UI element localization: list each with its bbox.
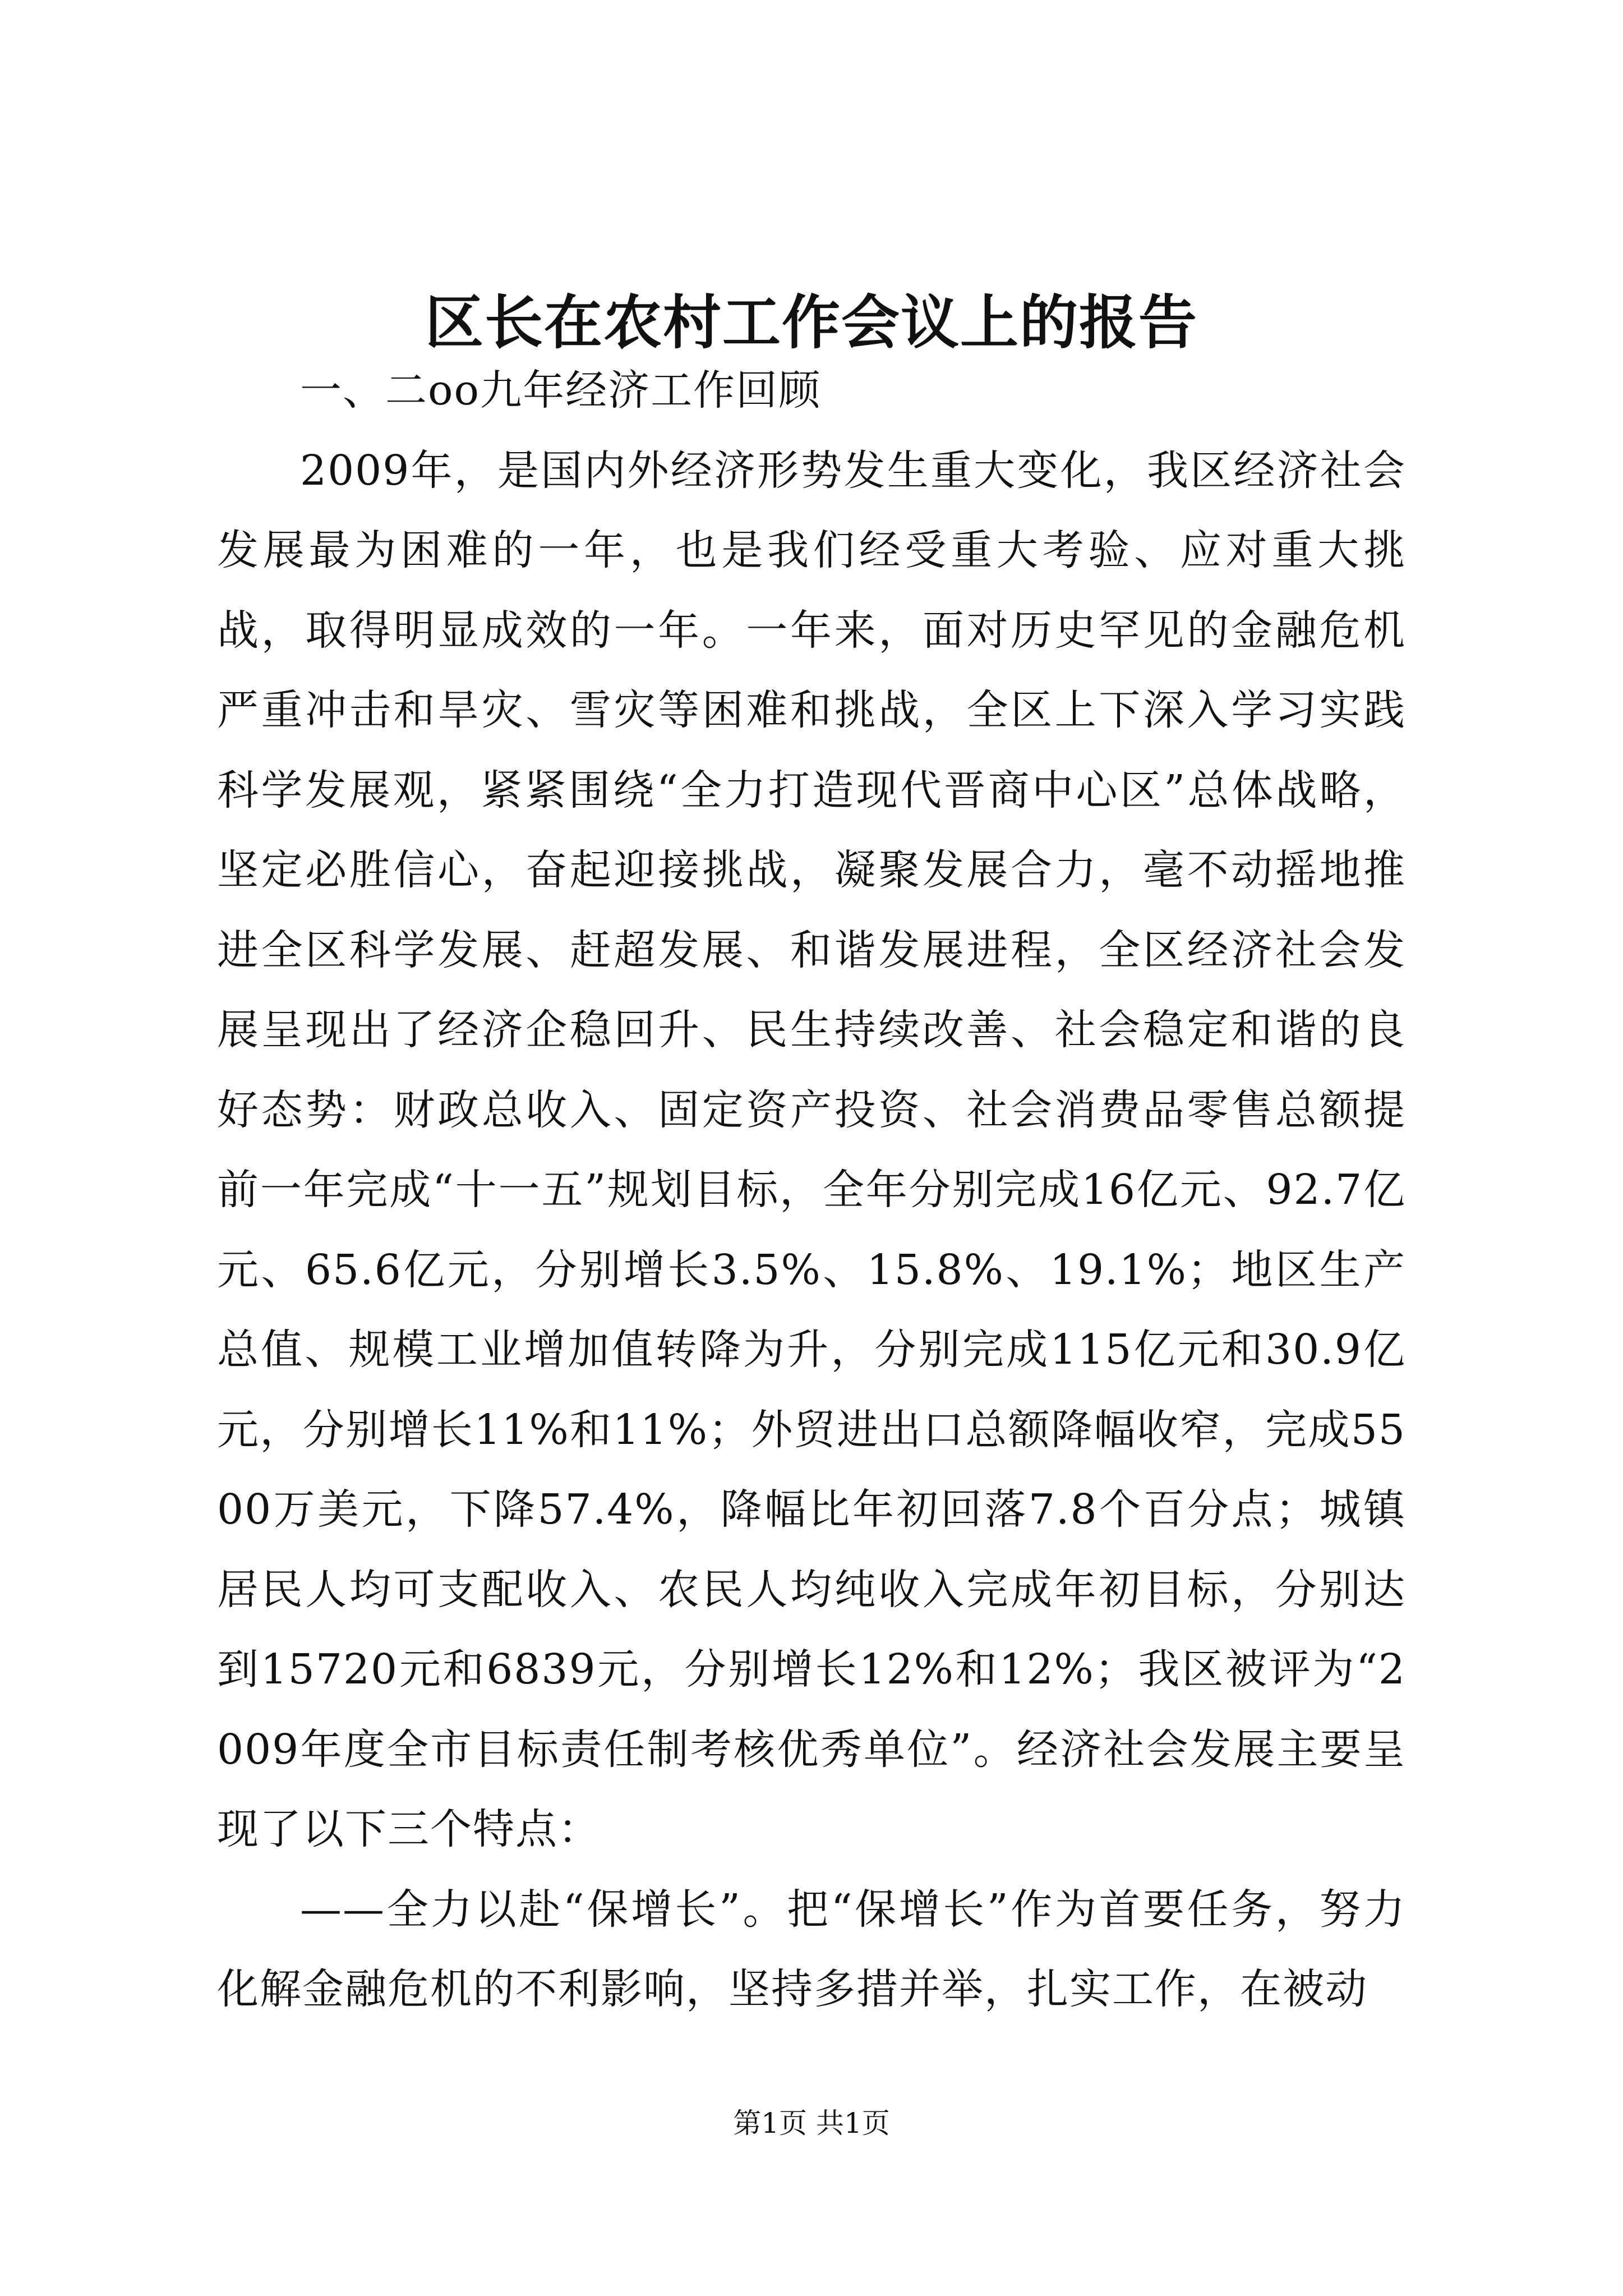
- document-title: 区长在农村工作会议上的报告: [425, 288, 1198, 357]
- page-footer: 第1页 共1页: [733, 2107, 890, 2139]
- paragraph-2: ——全力以赴“保增长”。把“保增长”作为首要任务，努力化解金融危机的不利影响，坚持多措并举，扎实工作，在被动: [217, 1885, 1406, 2013]
- document-body: [217, 351, 1406, 2030]
- paragraph-1: 2009年，是国内外经济形势发生重大变化，我区经济社会发展最为困难的一年，也是我们经受重大考验、应对重大挑战，取得明显成效的一年。一年来，面对历史罕见的金融危机严重冲击和旱灾、雪灾等困难和挑战，全区上下深入学习实践科学发展观，紧紧围绕“全力打造现代晋商中心区”总体战略，坚定必胜信心，奋起迎接挑战，凝聚发展合力，毫不动摇地推进全区科学发展、赶超发展、和谐发展进程，全区经济社会发展呈现出了经济企稳回升、民生持续改善、社会稳定和谐的良好态势：财政总收入、固定资产投资、社会消费品零售总额提前一年完成“十一五”规划目标，全年分别完成16亿元、92.7亿元、65.6亿元，分别增长3.5%、15.8%、19.1%；地区生产总值、规模工业增加值转降为升，分别完成115亿元和30.9亿元，分别增长11%和11%；外贸进出口总额降幅收窄，完成5500万美元，下降57.4%，降幅比年初回落7.8个百分点；城镇居民人均可支配收入、农民人均纯收入完成年初目标，分别达到15720元和6839元，分别增长12%和12%；我区被评为“2009年度全市目标责任制考核优秀单位”。经济社会发展主要呈现了以下三个特点：: [217, 446, 1406, 1853]
- section-heading: 一、二oo九年经济工作回顾: [300, 366, 822, 415]
